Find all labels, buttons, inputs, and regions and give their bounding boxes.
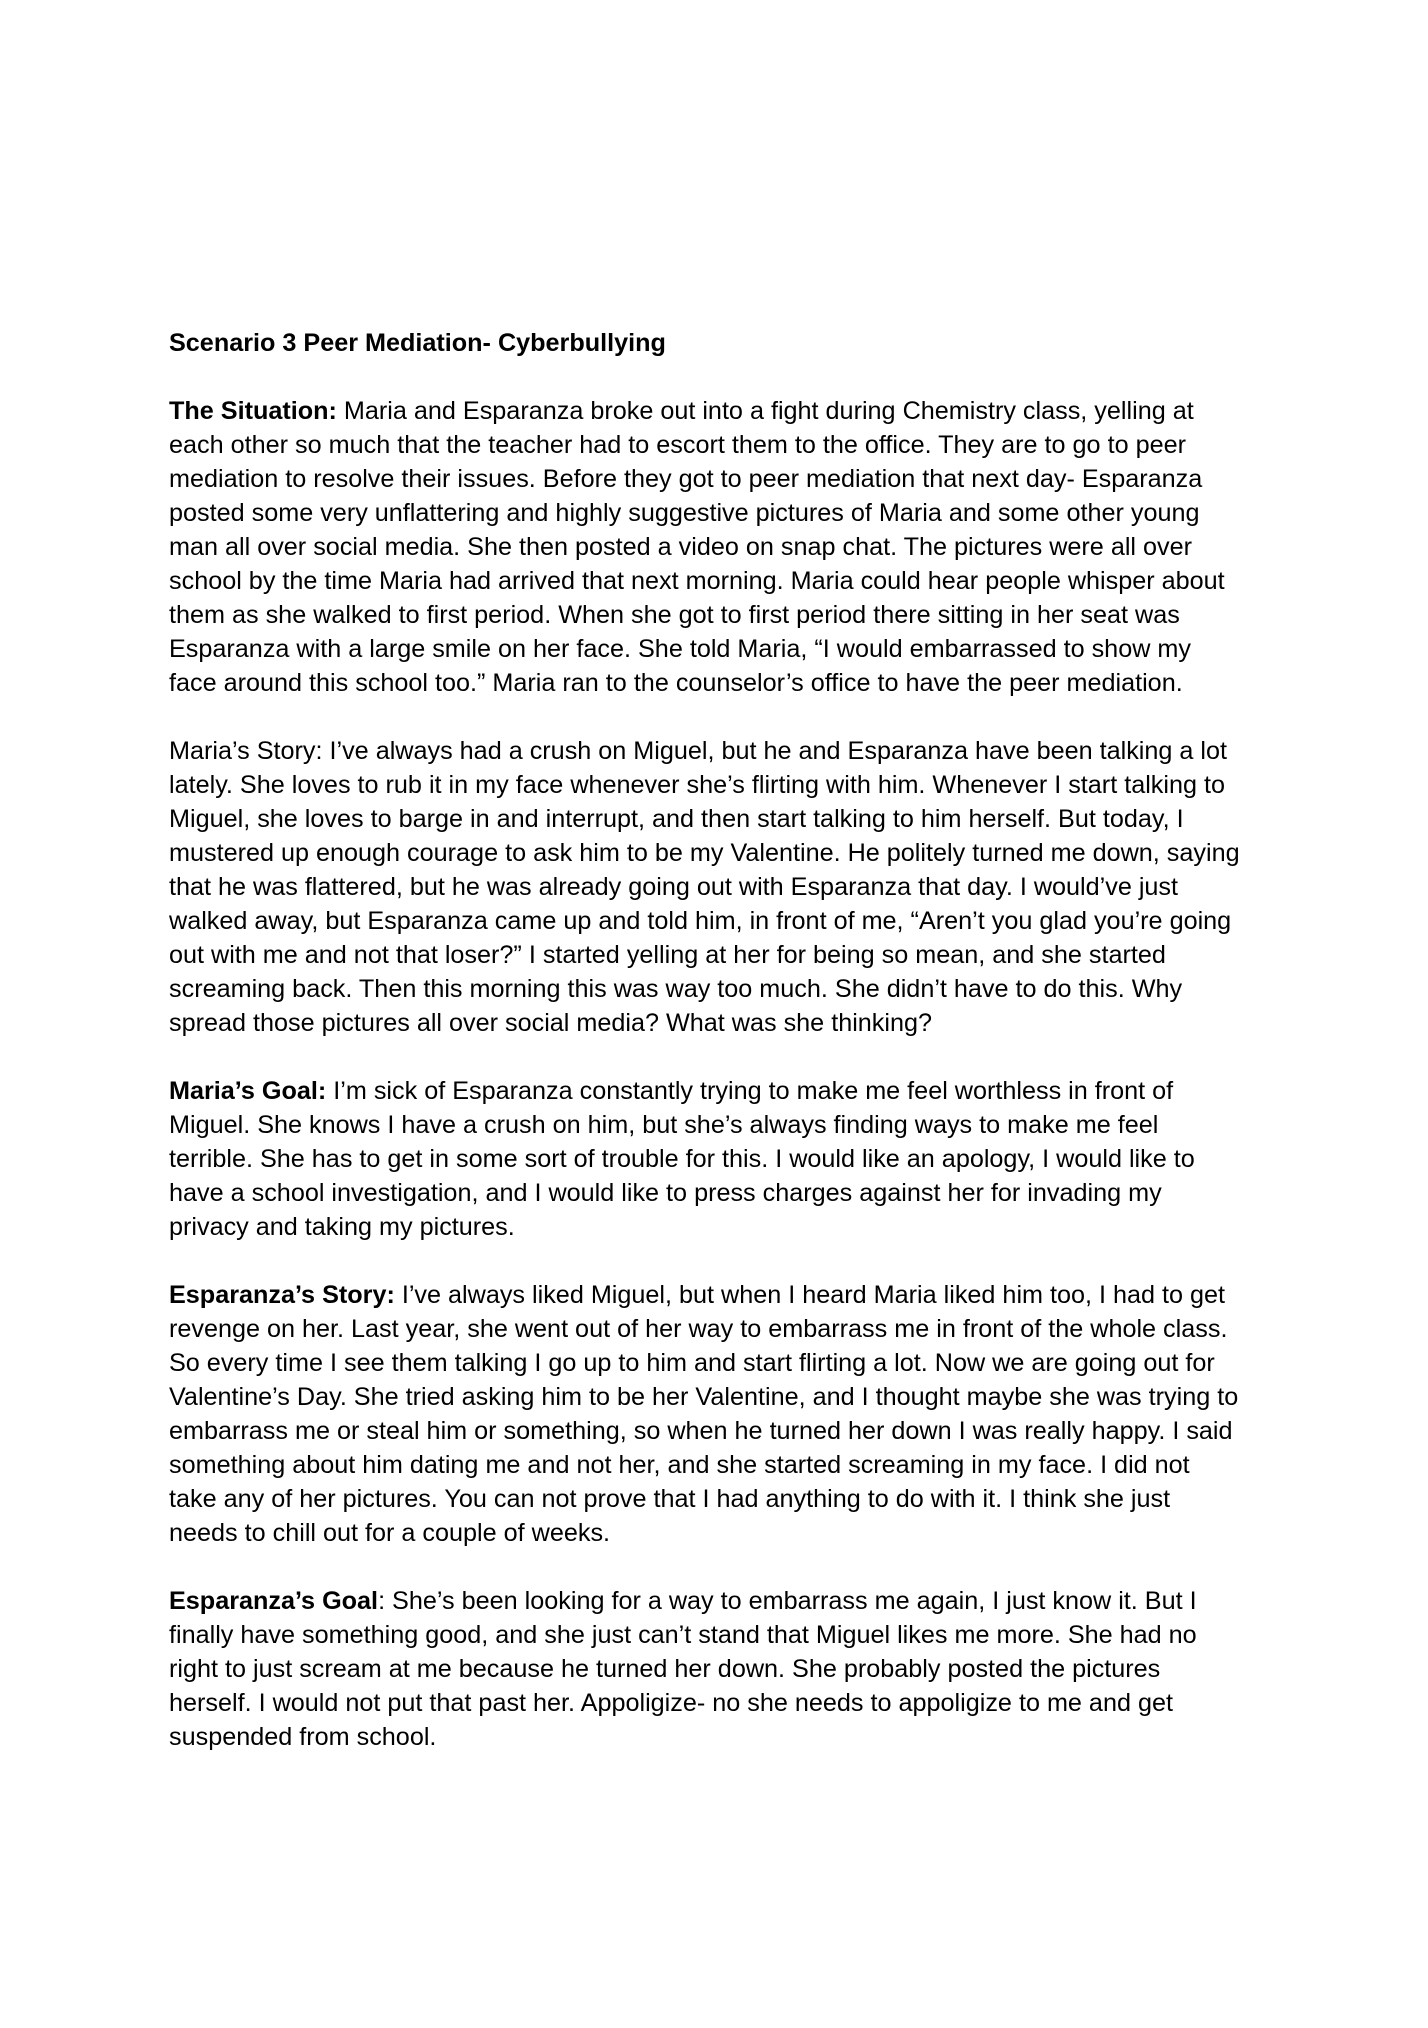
line-text: I’ve always liked Miguel, but when I heard Maria liked him too, I had to get (394, 1281, 1226, 1309)
section-label: Maria’s Goal: (169, 1077, 327, 1105)
paragraph-line: that he was flattered, but he was already going out with Esparanza that day. I would’ve just (169, 873, 1179, 901)
situation-paragraph (169, 394, 1279, 700)
paragraph-line: out with me and not that loser?” I started yelling at her for being so mean, and she started (169, 941, 1166, 969)
paragraph-line: lately. She loves to rub it in my face whenever she’s flirting with him. Whenever I start talking to (169, 771, 1226, 799)
paragraph-line: them as she walked to first period. When she got to first period there sitting in her seat was (169, 601, 1180, 629)
paragraph-line (169, 1074, 1279, 1108)
paragraph-line: suspended from school. (169, 1723, 437, 1751)
paragraph-line: So every time I see them talking I go up to him and start flirting a lot. Now we are going out for (169, 1349, 1215, 1377)
paragraph-line: terrible. She has to get in some sort of trouble for this. I would like an apology, I would like to (169, 1145, 1195, 1173)
paragraph-line: posted some very unflattering and highly suggestive pictures of Maria and some other young (169, 499, 1200, 527)
paragraph-line: screaming back. Then this morning this was way too much. She didn’t have to do this. Why (169, 975, 1183, 1003)
paragraph-line: Esparanza with a large smile on her face. She told Maria, “I would embarrassed to show my (169, 635, 1191, 663)
paragraph-line: finally have something good, and she just can’t stand that Miguel likes me more. She had no (169, 1621, 1197, 1649)
paragraph-line: walked away, but Esparanza came up and told him, in front of me, “Aren’t you glad you’re going (169, 907, 1232, 935)
paragraph-line: needs to chill out for a couple of weeks. (169, 1519, 611, 1547)
paragraph-line: Miguel. She knows I have a crush on him, but she’s always finding ways to make me feel (169, 1111, 1159, 1139)
paragraph-line: revenge on her. Last year, she went out of her way to embarrass me in front of the whole class. (169, 1315, 1228, 1343)
maria-goal-paragraph (169, 1074, 1279, 1244)
paragraph-line: right to just scream at me because he turned her down. She probably posted the pictures (169, 1655, 1161, 1683)
paragraph-line: something about him dating me and not her, and she started screaming in my face. I did not (169, 1451, 1190, 1479)
paragraph-line: have a school investigation, and I would like to press charges against her for invading my (169, 1179, 1162, 1207)
esparanza-story-paragraph (169, 1278, 1279, 1550)
paragraph-line: mustered up enough courage to ask him to be my Valentine. He politely turned me down, saying (169, 839, 1240, 867)
section-label: Esparanza’s Story: (169, 1281, 395, 1309)
paragraph-line: man all over social media. She then posted a video on snap chat. The pictures were all over (169, 533, 1193, 561)
document-body (169, 326, 1279, 1788)
paragraph-line: privacy and taking my pictures. (169, 1213, 515, 1241)
esparanza-goal-paragraph (169, 1584, 1279, 1754)
section-label: Esparanza’s Goal (169, 1587, 379, 1615)
maria-story-paragraph (169, 734, 1279, 1040)
paragraph-line (169, 1278, 1279, 1312)
paragraph-line: spread those pictures all over social media? What was she thinking? (169, 1009, 933, 1037)
paragraph-line: Valentine’s Day. She tried asking him to be her Valentine, and I thought maybe she was trying to (169, 1383, 1239, 1411)
line-text: Maria and Esparanza broke out into a fight during Chemistry class, yelling at (336, 397, 1194, 425)
line-text: : She’s been looking for a way to embarrass me again, I just know it. But I (378, 1587, 1197, 1615)
paragraph-line: Miguel, she loves to barge in and interrupt, and then start talking to him herself. But today, I (169, 805, 1184, 833)
document-title: Scenario 3 Peer Mediation- Cyberbullying (169, 329, 666, 357)
paragraph-line: each other so much that the teacher had to escort them to the office. They are to go to peer (169, 431, 1186, 459)
line-text: I’m sick of Esparanza constantly trying to make me feel worthless in front of (326, 1077, 1174, 1105)
paragraph-line: Maria’s Story: I’ve always had a crush on Miguel, but he and Esparanza have been talking a lot (169, 737, 1228, 765)
paragraph-line: face around this school too.” Maria ran to the counselor’s office to have the peer mediation. (169, 669, 1183, 697)
paragraph-line: take any of her pictures. You can not prove that I had anything to do with it. I think she just (169, 1485, 1171, 1513)
paragraph-line (169, 394, 1279, 428)
paragraph-line: mediation to resolve their issues. Before they got to peer mediation that next day- Esparanza (169, 465, 1203, 493)
paragraph-line (169, 1584, 1279, 1618)
paragraph-line: embarrass me or steal him or something, so when he turned her down I was really happy. I said (169, 1417, 1233, 1445)
paragraph-line: school by the time Maria had arrived that next morning. Maria could hear people whisper about (169, 567, 1225, 595)
paragraph-line: herself. I would not put that past her. Appoligize- no she needs to appoligize to me and get (169, 1689, 1173, 1717)
section-label: The Situation: (169, 397, 337, 425)
